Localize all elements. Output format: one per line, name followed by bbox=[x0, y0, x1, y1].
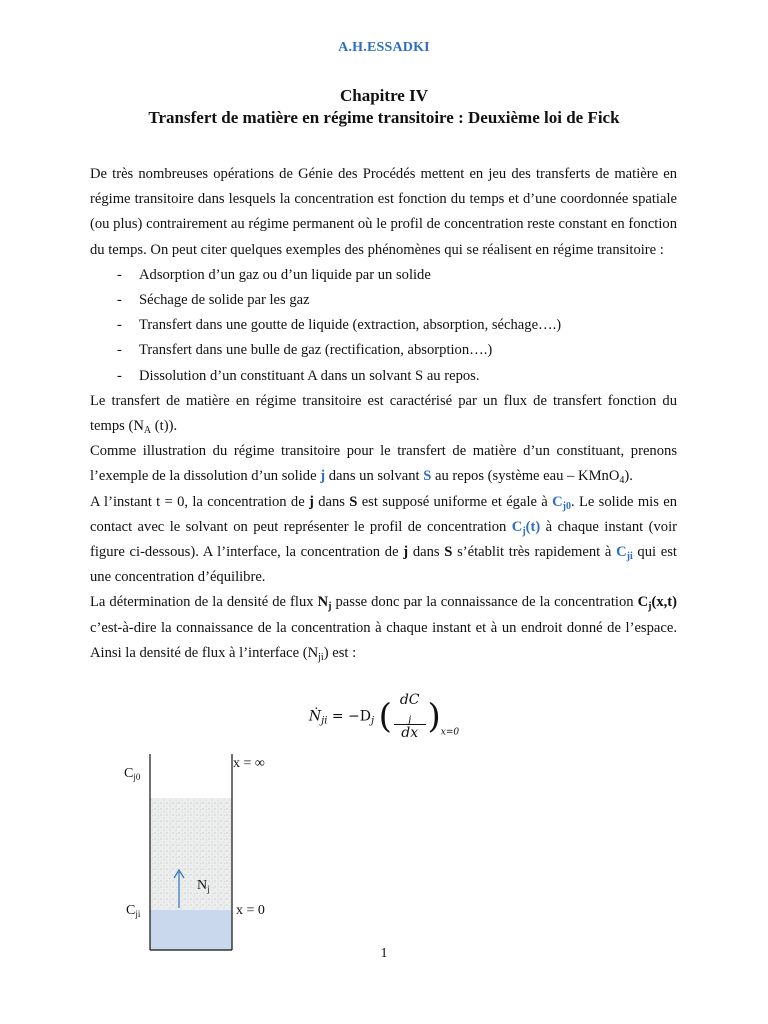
page-number: 1 bbox=[380, 946, 388, 961]
list-item: - Adsorption d’un gaz ou d’un liquide par un solide bbox=[117, 266, 431, 283]
list-item: - Dissolution d’un constituant A dans un solvant S au repos. bbox=[117, 367, 480, 384]
label-flux: $N_j$ bbox=[197, 878, 210, 894]
illustration-paragraph: Comme illustration du régime transitoire pour le transfert de matière d’un constituant, prenons l’exemple de la dissolution d’un solide j dans un solvant S au repos (système eau – KMnO$_4$). bbox=[90, 443, 677, 487]
label-cji: $C_{ji}$ bbox=[126, 903, 141, 919]
dissolution-figure bbox=[100, 748, 360, 958]
solvent-region bbox=[150, 798, 232, 910]
label-x-infinity: x = ∞ bbox=[233, 756, 265, 771]
label-x-zero: x = 0 bbox=[236, 903, 265, 918]
list-item: - Séchage de solide par les gaz bbox=[117, 292, 310, 309]
chapter-heading: Chapitre IV bbox=[340, 86, 428, 105]
initial-condition-paragraph: A l’instant t = 0, la concentration de j dans S est supposé uniforme et égale à $C_{j0}$. Le solide mis en contact avec le solvant on peut représenter le profil de concentration $C_j(t)$ à chaque instant (voir figure ci-dessous). A l’interface, la concentration de j dans S s’établit très rapidement à $C_{ji}$ qui est une concentration d’équilibre. bbox=[90, 493, 677, 586]
list-item: - Transfert dans une goutte de liquide (extraction, absorption, séchage….) bbox=[117, 317, 562, 334]
flux-equation: Ṅ$_{ji}$ = $-D_j$ ( dC $_j$ dx )$_{x=0}$ bbox=[308, 692, 460, 741]
derivative-fraction: dC $_j$ dx bbox=[394, 692, 426, 741]
list-item: - Transfert dans une bulle de gaz (rectification, absorption….) bbox=[117, 342, 493, 359]
intro-paragraph: De très nombreuses opérations de Génie des Procédés mettent en jeu des transferts de matière en régime transitoire dans lesquels la concentration est fonction du temps et d’une coordonnée spatiale (ou plus) contrairement au régime permanent où le profil de concentration reste constant en fonction du temps. On peut citer quelques exemples des phénomènes qui se réalisent en régime transitoire : bbox=[90, 166, 677, 258]
flux-definition-paragraph: Le transfert de matière en régime transitoire est caractérisé par un flux de transfert fonction du temps ($N_A$ (t)). bbox=[90, 392, 677, 437]
solid-region bbox=[150, 910, 232, 950]
flux-density-paragraph: La détermination de la densité de flux $N_j$ passe donc par la connaissance de la concentration $C_j(x,t)$ c’est-à-dire la connaissance de la concentration à chaque instant et à un endroit donné de l’espace. Ainsi la densité de flux à l’interface $(N_{ji})$ est : bbox=[90, 594, 678, 663]
examples-list bbox=[90, 263, 677, 389]
author-name: A.H.ESSADKI bbox=[338, 40, 430, 55]
chapter-title: Transfert de matière en régime transitoire : Deuxième loi de Fick bbox=[148, 108, 620, 127]
label-cj0: $C_{j0}$ bbox=[124, 766, 141, 782]
body-text bbox=[90, 162, 677, 666]
